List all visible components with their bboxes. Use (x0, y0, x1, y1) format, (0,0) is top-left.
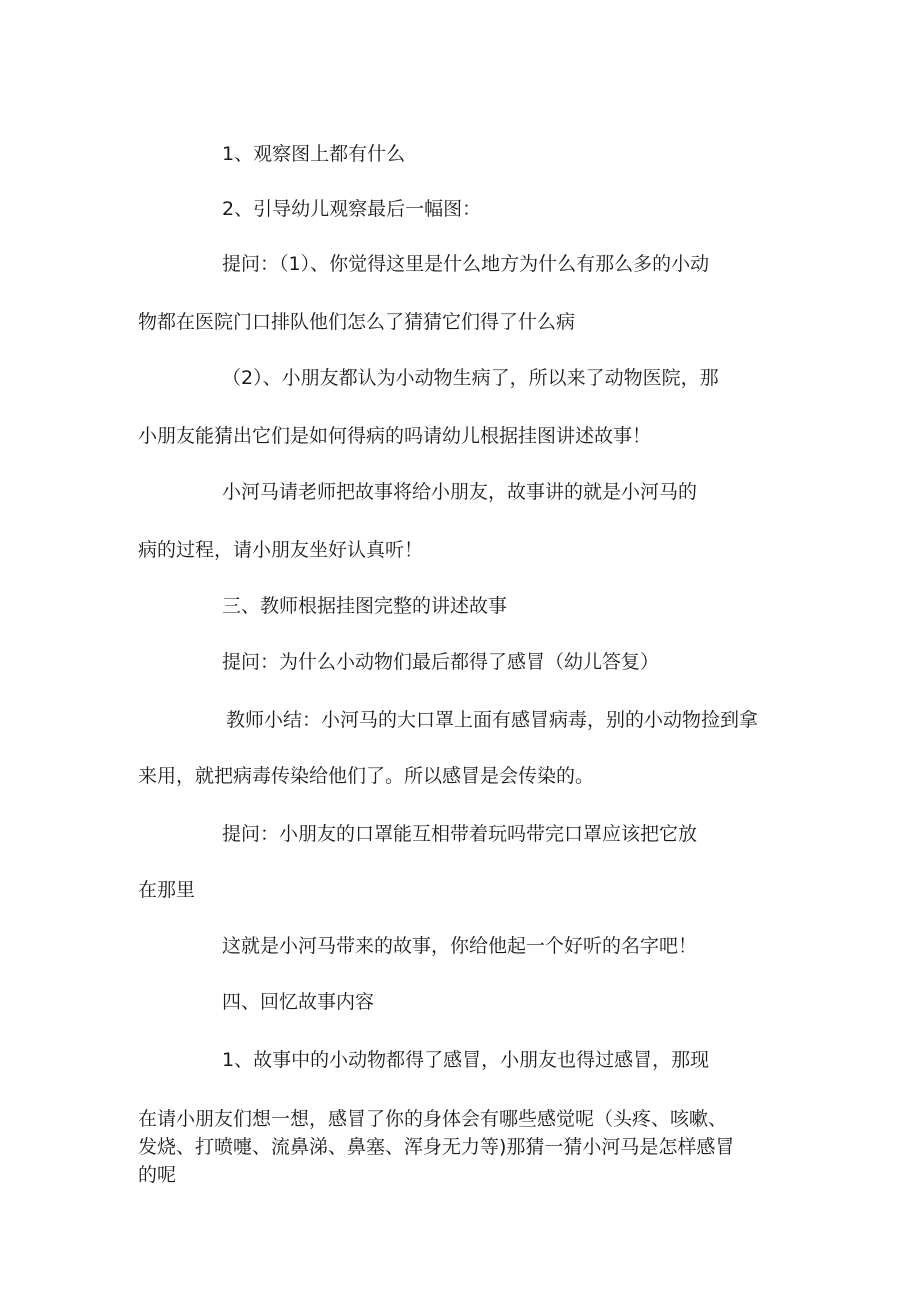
text-line: 提问：（1）、你觉得这里是什么地方为什么有那么多的小动 (222, 253, 710, 275)
text-line: 来用，就把病毒传染给他们了。所以感冒是会传染的。 (138, 765, 595, 787)
text-line: 1、故事中的小动物都得了感冒，小朋友也得过感冒，那现 (222, 1049, 710, 1071)
text-line: 2、引导幼儿观察最后一幅图： (222, 198, 482, 220)
text-line: 病的过程，请小朋友坐好认真听！ (138, 539, 424, 561)
text-line: 1、观察图上都有什么 (222, 143, 406, 165)
text-line: 小河马请老师把故事将给小朋友，故事讲的就是小河马的 (222, 481, 698, 503)
text-line: 四、回忆故事内容 (222, 991, 375, 1013)
text-line: （2）、小朋友都认为小动物生病了，所以来了动物医院，那 (222, 367, 719, 389)
text-line: 发烧、打喷嚏、流鼻涕、鼻塞、浑身无力等)那猜一猜小河马是怎样感冒 (138, 1136, 735, 1158)
text-line: 小朋友能猜出它们是如何得病的吗请幼儿根据挂图讲述故事！ (138, 425, 652, 447)
text-line: 在请小朋友们想一想，感冒了你的身体会有哪些感觉呢（头疼、咳嗽、 (138, 1108, 728, 1130)
text-line: 教师小结：小河马的大口罩上面有感冒病毒，别的小动物捡到拿 (226, 709, 759, 731)
text-line: 提问：为什么小动物们最后都得了感冒（幼儿答复） (222, 651, 660, 673)
text-line: 物都在医院门口排队他们怎么了猜猜它们得了什么病 (138, 311, 576, 333)
text-line: 提问：小朋友的口罩能互相带着玩吗带完口罩应该把它放 (222, 823, 698, 845)
text-line: 在那里 (138, 879, 196, 901)
text-line: 的呢 (138, 1164, 177, 1186)
text-line: 这就是小河马带来的故事，你给他起一个好听的名字吧！ (222, 935, 698, 957)
text-line: 三、教师根据挂图完整的讲述故事 (222, 595, 508, 617)
